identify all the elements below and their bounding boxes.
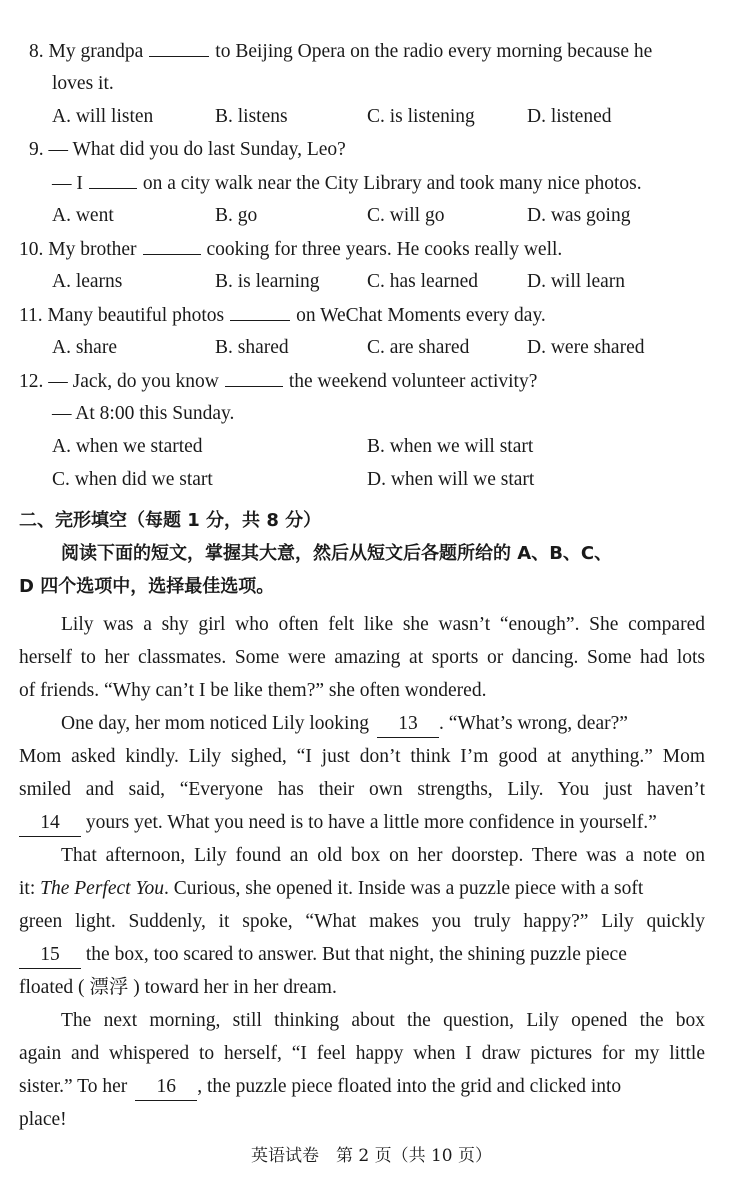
option-a: A. share [52,337,117,358]
page-footer: 英语试卷 第 2 页（共 10 页） [250,1146,493,1166]
question-8-line-1 [29,34,652,68]
option-b: B. listens [215,106,288,127]
passage-line: smiled and said, “Everyone has their own strengths, Lily. You just haven’t [19,779,705,800]
cloze-blank-15: 15 [19,942,81,969]
passage-line [19,806,657,839]
question-9-line-2 [52,166,642,200]
question-stem: — I [52,173,83,194]
option-d: D. were shared [527,337,645,358]
option-b: B. when we will start [367,436,534,457]
question-stem: — At 8:00 this Sunday. [52,403,235,424]
option-d: D. when will we start [367,469,535,490]
answer-blank [143,232,201,255]
answer-blank [149,34,209,57]
passage-text: sister.” To her [19,1076,128,1097]
passage-text: One day, her mom noticed Lily looking [61,713,369,734]
passage-line [19,938,627,971]
option-b: B. shared [215,337,289,358]
option-d: D. will learn [527,271,626,292]
passage-line: again and whispered to herself, “I feel happy when I draw pictures for my little [19,1043,705,1064]
passage-text: . “What’s wrong, dear?” [438,713,628,734]
passage-line: The next morning, still thinking about the question, Lily opened the box [61,1010,705,1031]
passage-line: That afternoon, Lily found an old box on her doorstep. There was a note on [61,845,705,866]
option-b: B. is learning [215,271,320,292]
question-9-line-1 [29,133,346,166]
passage-text: , the puzzle piece floated into the grid and clicked into [197,1076,622,1097]
option-c: C. when did we start [52,469,213,490]
option-a: A. when we started [52,436,203,457]
answer-blank [225,364,283,387]
question-stem: cooking for three years. He cooks really well. [206,239,563,260]
cloze-blank-13: 13 [377,711,439,738]
option-d: D. was going [527,205,631,226]
question-number: 11. [19,305,43,326]
question-8-line-2 [52,67,114,100]
question-stem: — What did you do last Sunday, Leo? [48,139,346,160]
option-d: D. listened [527,106,612,127]
passage-line [19,872,643,905]
passage-line: Lily was a shy girl who often felt like she wasn’t “enough”. She compared [61,614,705,635]
option-c: C. are shared [367,337,470,358]
option-c: C. has learned [367,271,479,292]
section-heading: 二、完形填空（每题 1 分，共 8 分） [19,510,322,531]
section-instruction: D 四个选项中，选择最佳选项。 [19,576,275,597]
passage-line [19,1070,621,1103]
cloze-blank-16: 16 [135,1074,197,1101]
option-c: C. will go [367,205,445,226]
question-stem: My grandpa [48,41,144,62]
option-a: A. went [52,205,114,226]
question-stem: on a city walk near the City Library and took many nice photos. [142,173,642,194]
answer-blank [230,298,290,321]
question-stem: loves it. [52,73,114,94]
passage-line: green light. Suddenly, it spoke, “What makes you truly happy?” Lily quickly [19,911,705,932]
passage-text: . Curious, she opened it. Inside was a puzzle piece with a soft [164,878,644,899]
passage-line: place! [19,1109,67,1130]
question-stem: on WeChat Moments every day. [296,305,546,326]
passage-text: the box, too scared to answer. But that night, the shining puzzle piece [85,944,627,965]
question-stem: the weekend volunteer activity? [288,371,538,392]
question-11-line-1 [19,298,546,332]
question-number: 12. [19,371,44,392]
question-stem: — Jack, do you know [48,371,219,392]
question-number: 9. [29,139,44,160]
question-12-line-1 [19,364,537,398]
option-a: A. learns [52,271,123,292]
answer-blank [89,166,137,189]
section-instruction: 阅读下面的短文，掌握其大意，然后从短文后各题所给的 A、B、C、 [61,543,613,564]
passage-line [61,707,628,740]
passage-line: herself to her classmates. Some were amazing at sports or dancing. Some had lots [19,647,705,668]
question-stem: to Beijing Opera on the radio every morning because he [215,41,653,62]
passage-text: it: [19,878,36,899]
question-number: 8. [29,41,44,62]
note-title: The Perfect You [40,878,164,899]
cloze-blank-14: 14 [19,810,81,837]
question-stem: My brother [48,239,137,260]
question-12-line-2 [52,397,234,430]
passage-text: yours yet. What you need is to have a little more confidence in yourself.” [85,812,657,833]
passage-line: Mom asked kindly. Lily sighed, “I just don’t think I’m good at anything.” Mom [19,746,705,767]
question-10-line-1 [19,232,562,266]
passage-line: of friends. “Why can’t I be like them?” she often wondered. [19,680,487,701]
option-c: C. is listening [367,106,475,127]
question-stem: Many beautiful photos [47,305,225,326]
question-number: 10. [19,239,44,260]
option-b: B. go [215,205,258,226]
passage-line: floated ( 漂浮 ) toward her in her dream. [19,977,337,998]
option-a: A. will listen [52,106,154,127]
